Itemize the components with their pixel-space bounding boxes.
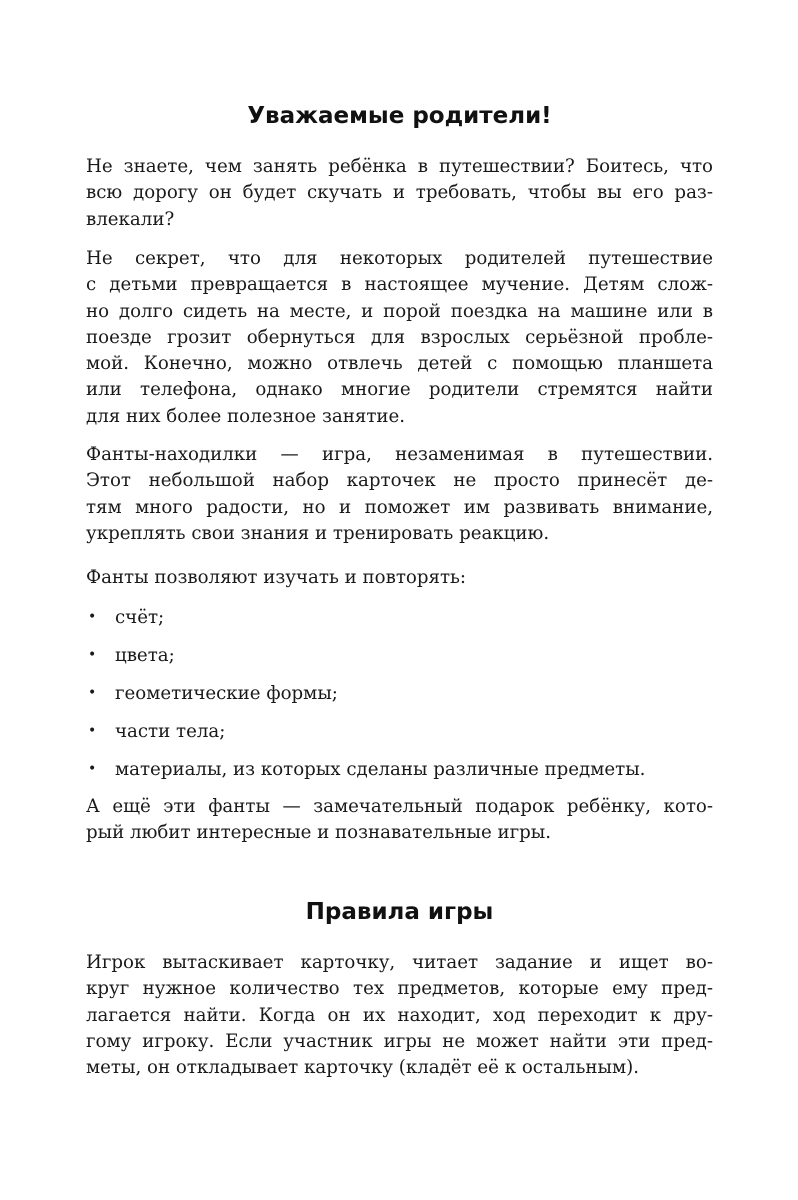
paragraph-problem	[86, 246, 713, 430]
text-line: Не секрет, что для некоторых родителей путешествие	[86, 248, 713, 269]
text-line: Фанты-находилки — игра, незаменимая в путешествии.	[86, 444, 713, 465]
text-line: круг нужное количество тех предметов, которые ему пред-	[86, 978, 713, 1000]
list-item	[86, 718, 713, 745]
heading-game-rules: Правила игры	[305, 899, 494, 925]
list-item-text: материалы, из которых сделаны различные предметы.	[115, 759, 646, 780]
list-item	[86, 642, 713, 669]
text-line: влекали?	[86, 208, 175, 230]
bullet-icon: •	[88, 609, 97, 625]
text-line: А ещё эти фанты — замечательный подарок ребёнку, кото-	[86, 796, 713, 817]
text-line: но долго сидеть на месте, и порой поездка на машине или в	[86, 300, 713, 322]
text-line: гому игроку. Если участник игры не может найти эти пред-	[86, 1030, 713, 1052]
paragraph-rules	[86, 950, 713, 1081]
list-item-text: части тела;	[115, 721, 226, 742]
heading-dear-parents: Уважаемые родители!	[247, 103, 552, 129]
text-line: с детьми превращается в настоящее мучение. Детям слож-	[86, 274, 713, 296]
paragraph-intro	[86, 154, 713, 233]
bullet-icon: •	[88, 723, 97, 739]
list-item-text: счёт;	[115, 607, 165, 628]
text-line: всю дорогу он будет скучать и требовать, чтобы вы его раз-	[86, 182, 713, 204]
text-line: поезде грозит обернуться для взрослых серьёзной пробле-	[86, 326, 713, 348]
text-line: мой. Конечно, можно отвлечь детей с помощью планшета	[86, 353, 713, 375]
list-item	[86, 680, 713, 707]
bullet-icon: •	[88, 647, 97, 663]
text-line: рый любит интересные и познавательные игры.	[86, 822, 552, 844]
list-item-text: цвета;	[115, 645, 175, 666]
text-line: укреплять свои знания и тренировать реакцию.	[86, 522, 550, 544]
text-line: или телефона, однако многие родители стремятся найти	[86, 379, 713, 401]
list-item	[86, 756, 713, 783]
paragraph-gift	[86, 794, 713, 847]
text-line: лагается найти. Когда он их находит, ход переходит к дру-	[86, 1004, 713, 1026]
list-item	[86, 604, 713, 631]
text-line: Игрок вытаскивает карточку, читает задание и ищет во-	[86, 952, 713, 973]
text-line: Не знаете, чем занять ребёнка в путешествии? Боитесь, что	[86, 156, 713, 177]
text-line: тям много радости, но и поможет им развивать внимание,	[86, 496, 713, 518]
list-item-text: геометические формы;	[115, 683, 338, 704]
text-line: меты, он откладывает карточку (кладёт её к остальным).	[86, 1057, 639, 1079]
bullet-icon: •	[88, 761, 97, 777]
paragraph-game-description	[86, 442, 713, 547]
text-line: Этот небольшой набор карточек не просто принесёт де-	[86, 470, 713, 492]
text-line: Фанты позволяют изучать и повторять:	[86, 567, 467, 588]
bullet-icon: •	[88, 685, 97, 701]
text-line: для них более полезное занятие.	[86, 405, 406, 427]
paragraph-list-intro	[86, 565, 713, 591]
